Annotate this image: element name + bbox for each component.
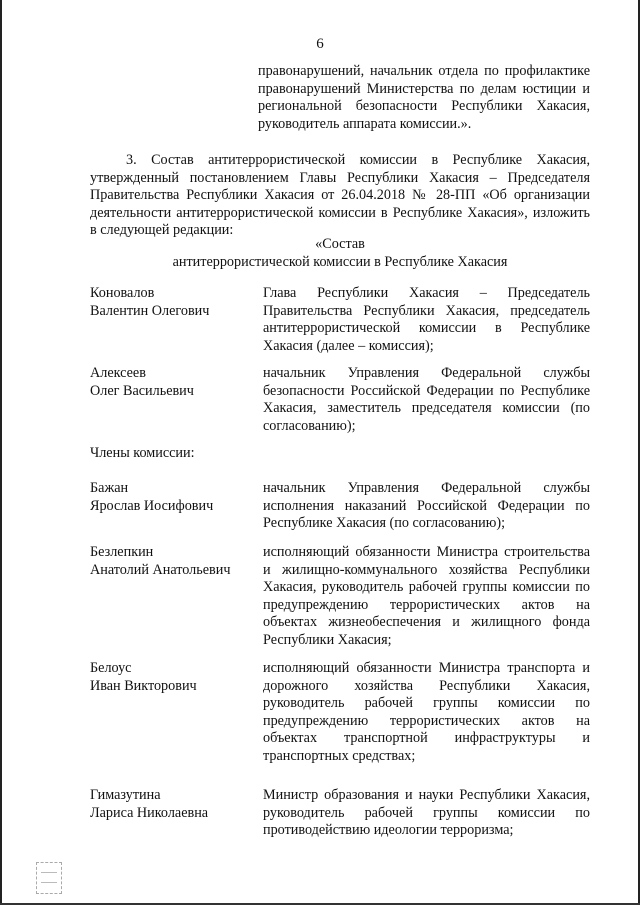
- person-role: исполняющий обязанности Министра транспорта и дорожного хозяйства Республики Хакасия, руководитель рабочей группы комиссии по предупреждению террористических актов на объектах транспортной инфраструктуры и транспортных средствах;: [263, 660, 590, 764]
- person-surname: Белоус: [90, 660, 132, 676]
- person-role: Министр образования и науки Республики Хакасия, руководитель рабочей группы комиссии по противодействию идеологии терроризма;: [263, 787, 590, 838]
- person-name: [90, 365, 250, 400]
- members-label: Члены комиссии:: [90, 445, 195, 461]
- person-role: Глава Республики Хакасия – Председатель Правительства Республики Хакасия, председатель антитеррористической комиссии в Республике Хакасия (далее – комиссия);: [263, 285, 590, 354]
- scan-stamp-mark: [36, 862, 62, 894]
- stamp-line: [41, 872, 57, 873]
- person-given-names: Анатолий Анатольевич: [90, 561, 231, 578]
- person-name: [90, 660, 250, 695]
- heading-line-1: «Состав: [315, 236, 365, 252]
- continuation-paragraph: правонарушений, начальник отдела по профилактике правонарушений Министерства по делам юстиции и региональной безопасности Республики Хакасия, руководитель аппарата комиссии.».: [258, 63, 590, 132]
- person-name: [90, 787, 250, 822]
- paragraph-3: 3. Состав антитеррористической комиссии в Республике Хакасия, утвержденный постановлением Главы Республики Хакасия – Председателя Правительства Республики Хакасия от 26.04.2018 № 28-ПП «Об организации деятельности антитеррористической комиссии в Республике Хакасия», изложить в следующей редакции:: [90, 152, 590, 238]
- person-name: [90, 544, 250, 579]
- person-given-names: Ярослав Иосифович: [90, 497, 214, 514]
- page-edge-left: [0, 0, 2, 905]
- person-role: начальник Управления Федеральной службы безопасности Российской Федерации по Республике Хакасия, заместитель председателя комиссии (по согласованию);: [263, 365, 590, 434]
- person-role: начальник Управления Федеральной службы исполнения наказаний Российской Федерации по Республике Хакасия (по согласованию);: [263, 480, 590, 531]
- person-surname: Бажан: [90, 480, 129, 496]
- person-surname: Безлепкин: [90, 544, 154, 560]
- stamp-line: [41, 882, 57, 883]
- person-given-names: Иван Викторович: [90, 677, 197, 694]
- person-surname: Гимазутина: [90, 787, 161, 803]
- person-given-names: Лариса Николаевна: [90, 804, 209, 821]
- person-surname: Алексеев: [90, 365, 146, 381]
- person-given-names: Валентин Олегович: [90, 302, 210, 319]
- person-role: исполняющий обязанности Министра строительства и жилищно-коммунального хозяйства Республики Хакасия, руководитель рабочей группы комиссии по предупреждению террористических актов на объектах жизнеобеспечения и жилищного фонда Республики Хакасия;: [263, 544, 590, 648]
- heading-line-2: антитеррористической комиссии в Республике Хакасия: [172, 253, 508, 270]
- page-number: 6: [316, 36, 324, 52]
- person-surname: Коновалов: [90, 285, 155, 301]
- person-given-names: Олег Васильевич: [90, 382, 194, 399]
- person-name: [90, 480, 250, 515]
- person-name: [90, 285, 250, 320]
- composition-heading: [90, 236, 590, 271]
